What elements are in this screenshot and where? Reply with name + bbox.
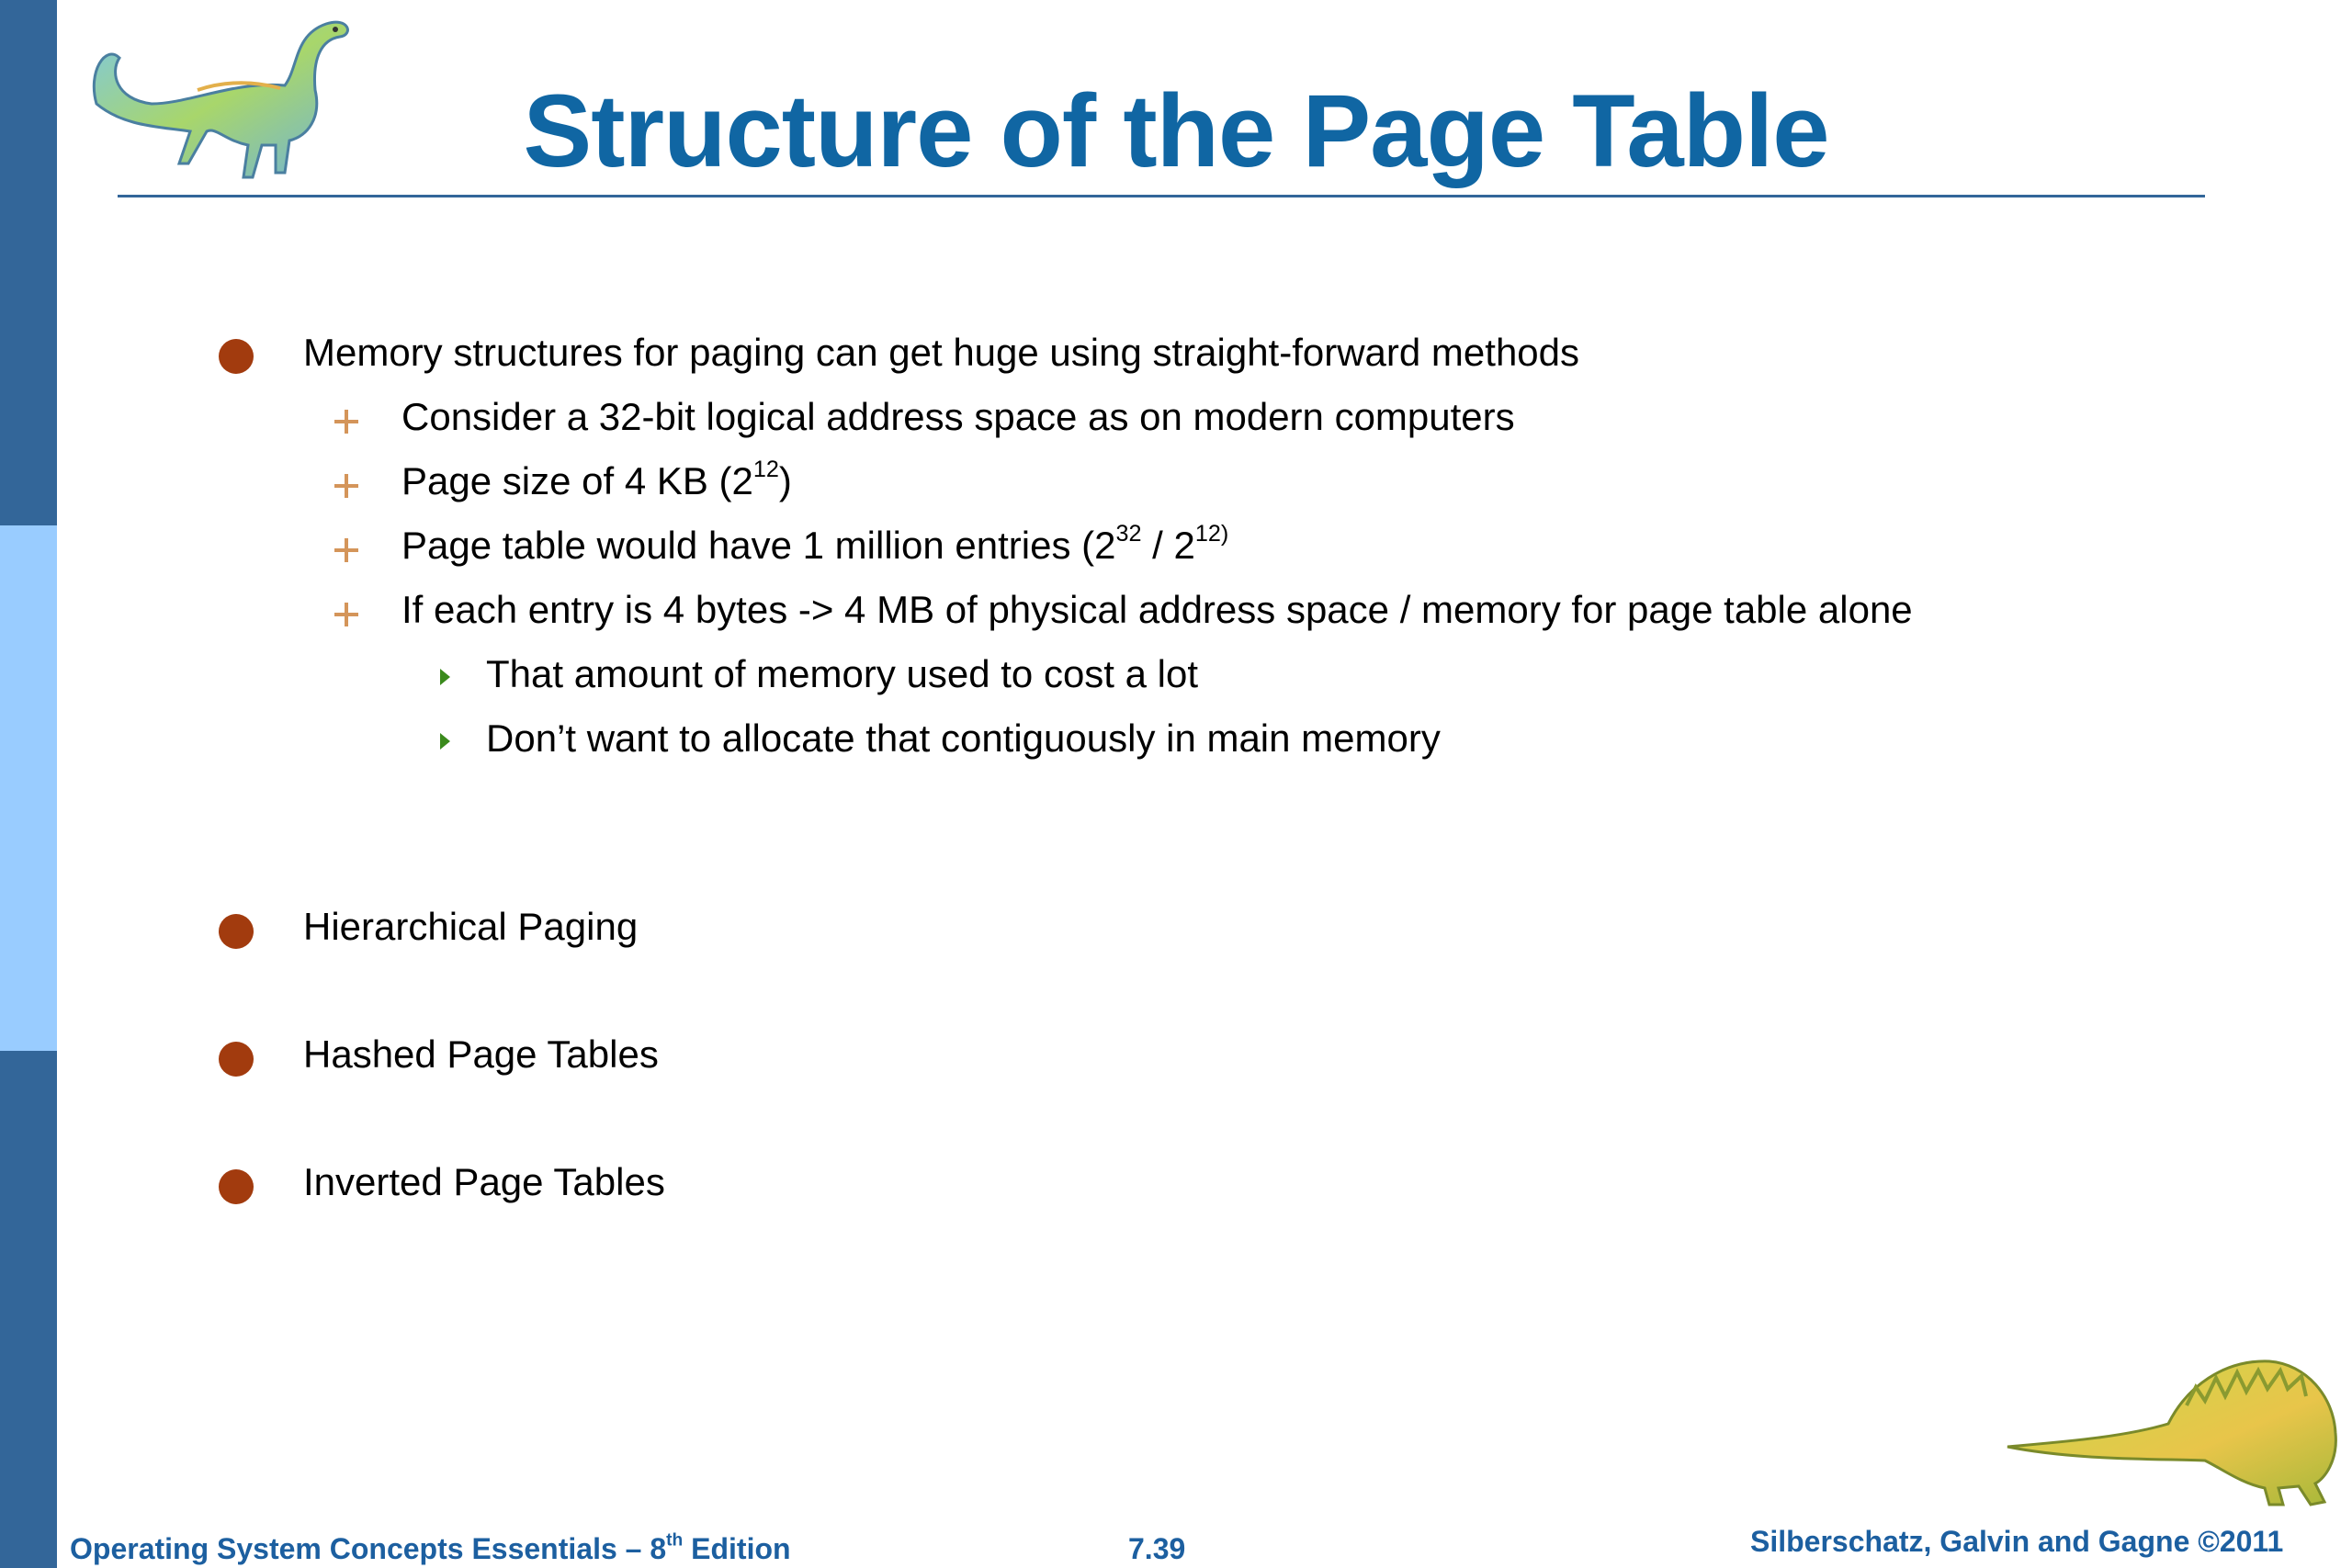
bullet-memory-structures: Memory structures for paging can get huge using straight-forward methods xyxy=(303,331,1580,374)
plus-icon xyxy=(334,474,358,498)
sub-sub-bullet-contiguous: Don’t want to allocate that contiguously in main memory xyxy=(486,716,1441,760)
bullet-dot xyxy=(219,1169,254,1204)
plus-icon xyxy=(334,410,358,434)
entries-exponent-1: 32 xyxy=(1115,521,1142,547)
triangle-bullet-icon xyxy=(440,733,450,750)
footer-book-title-text: Operating System Concepts Essentials – 8 xyxy=(70,1532,667,1565)
page-size-exponent: 12 xyxy=(752,457,779,483)
bullet-hierarchical-paging: Hierarchical Paging xyxy=(303,905,639,948)
sub-sub-bullet-cost: That amount of memory used to cost a lot xyxy=(486,652,1199,695)
sub-bullet-page-table-entries xyxy=(401,521,1229,568)
bullet-dot xyxy=(219,914,254,949)
triangle-bullet-icon xyxy=(440,669,450,685)
entries-divider: / 2 xyxy=(1141,524,1195,567)
footer-edition-suffix: th xyxy=(666,1530,684,1551)
plus-icon xyxy=(334,603,358,626)
entries-exponent-2: 12) xyxy=(1194,521,1229,547)
page-size-close: ) xyxy=(778,459,792,502)
page-title: Structure of the Page Table xyxy=(523,73,1829,188)
footer-authors: Silberschatz, Galvin and Gagne ©2011 xyxy=(1750,1525,2284,1558)
sub-bullet-page-size xyxy=(401,459,792,503)
footer-edition-text: Edition xyxy=(683,1532,791,1565)
sub-bullet-32bit: Consider a 32-bit logical address space as on modern computers xyxy=(401,395,1515,438)
bullet-hashed-page-tables: Hashed Page Tables xyxy=(303,1032,659,1076)
entries-text: Page table would have 1 million entries (2 xyxy=(401,524,1116,567)
bullet-dot xyxy=(219,1042,254,1077)
title-divider xyxy=(118,195,2205,197)
sub-bullet-entry-size: If each entry is 4 bytes -> 4 MB of physical address space / memory for page table alone xyxy=(401,588,1913,631)
dinosaur-logo-bottom xyxy=(2003,1350,2343,1511)
dinosaur-logo-top xyxy=(87,17,363,196)
footer-page-number: 7.39 xyxy=(1128,1532,1186,1565)
sidebar-highlight xyxy=(0,525,57,1051)
plus-icon xyxy=(334,538,358,562)
bullet-dot xyxy=(219,339,254,374)
page-size-text: Page size of 4 KB (2 xyxy=(401,459,753,502)
footer-book-title xyxy=(70,1532,791,1566)
bullet-inverted-page-tables: Inverted Page Tables xyxy=(303,1160,665,1203)
